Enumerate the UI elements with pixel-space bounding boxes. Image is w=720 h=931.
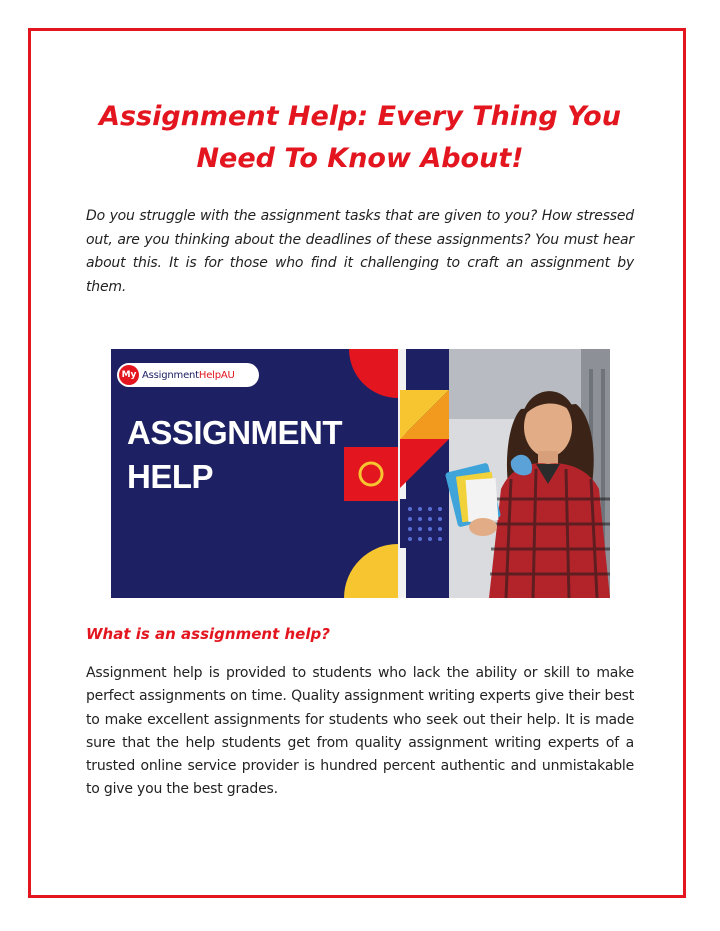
title-line-2: Need To Know About! xyxy=(196,143,524,174)
brand-logo xyxy=(117,363,259,387)
logo-text-main: Assignment xyxy=(142,369,199,381)
section-heading: What is an assignment help? xyxy=(86,625,330,643)
title-line-1: Assignment Help: Every Thing You xyxy=(99,101,621,132)
banner-heading xyxy=(127,411,342,499)
logo-text-accent: HelpAU xyxy=(198,369,235,381)
banner-image xyxy=(111,349,610,598)
red-triangle-shape xyxy=(400,439,449,488)
page-title xyxy=(60,96,660,180)
intro-paragraph: Do you struggle with the assignment tasks that are given to you? How stressed out, are you thinking about the deadlines of these assignments? You must hear about this. It is for those who find it challenging to craft an assignment by them. xyxy=(86,208,634,295)
banner-heading-line-2: HELP xyxy=(127,458,214,495)
logo-badge: My xyxy=(119,365,139,385)
banner-heading-line-1: ASSIGNMENT xyxy=(127,414,343,451)
body-paragraph: Assignment help is provided to students who lack the ability or skill to make perfect assignments on time. Quality assignment writing experts give their best to make excellent assignments for students who seek out their help. It is made sure that the help students get from quality assignment writing experts of a trusted online service provider is hundred percent authentic and unmistakable to give you the best grades. xyxy=(86,665,634,798)
red-square-shape xyxy=(344,447,398,501)
logo-text xyxy=(142,370,235,381)
